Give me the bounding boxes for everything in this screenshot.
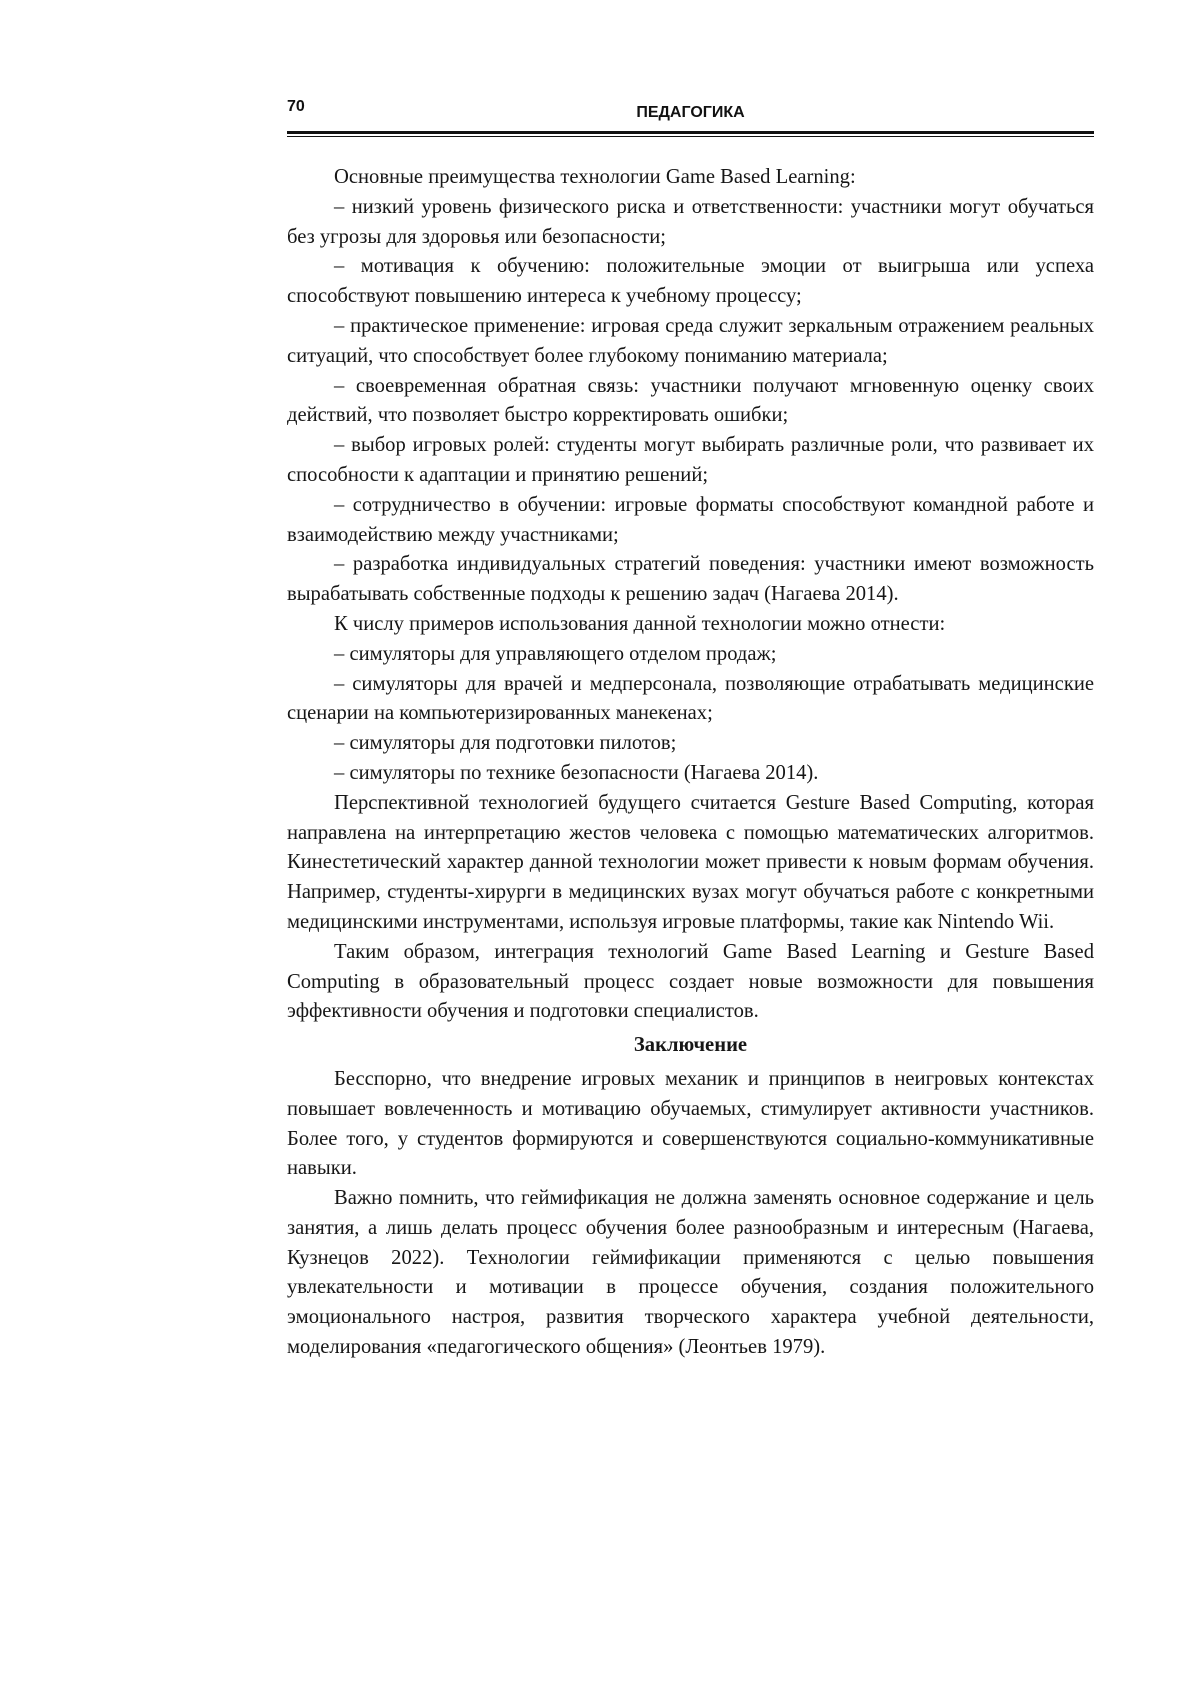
list-item-medical-simulators: – симуляторы для врачей и медперсонала, позволяющие отрабатывать медицинские сценарии на компьютеризированных манекенах; [287, 672, 1094, 725]
list-item-collaboration: – сотрудничество в обучении: игровые форматы способствуют командной работе и взаимодействию между участниками; [287, 493, 1094, 546]
paragraph-conclusion-2: Важно помнить, что геймификация не должна заменять основное содержание и цель занятия, а лишь делать процесс обучения более разнообразным и интересным (Нагаева, Кузнецов 2022). Технологии геймификации применяются с целью повышения увлекательности и мотивации в процессе обучения, создания положительного эмоционального настроя, развития творческого характера учебной деятельности, моделирования «педагогического общения» (Леонтьев 1979). [287, 1187, 1094, 1359]
paragraph-gesture-computing: Перспективной технологией будущего считается Gesture Based Computing, которая направлена на интерпретацию жестов человека с помощью математических алгоритмов. Кинестетический характер данной технологии может привести к новым формам обучения. Например, студенты-хирурги в медицинских вузах могут обучаться работе с конкретными медицинскими инструментами, используя игровые платформы, такие как Nintendo Wii. [287, 791, 1094, 933]
list-item-strategies: – разработка индивидуальных стратегий поведения: участники имеют возможность вырабатывать собственные подходы к решению задач (Нагаева 2014). [287, 553, 1094, 606]
conclusion-heading: Заключение [633, 1034, 748, 1057]
list-item-safety-simulators: – симуляторы по технике безопасности (Нагаева 2014). [334, 761, 819, 784]
paragraph-conclusion-1: Бесспорно, что внедрение игровых механик и принципов в неигровых контекстах повышает вовлеченность и мотивацию обучаемых, стимулирует активности участников. Более того, у студентов формируются и совершенствуются социально-коммуникативные навыки. [287, 1067, 1094, 1180]
list-item-motivation: – мотивация к обучению: положительные эмоции от выигрыша или успеха способствуют повышению интереса к учебному процессу; [287, 255, 1094, 308]
paragraph-examples-intro: К числу примеров использования данной технологии можно отнести: [334, 612, 946, 635]
list-item-sales-simulators: – симуляторы для управляющего отделом продаж; [334, 642, 777, 665]
paragraph-summary: Таким образом, интеграция технологий Game Based Learning и Gesture Based Computing в образовательный процесс создает новые возможности для повышения эффективности обучения и подготовки специалистов. [287, 940, 1094, 1023]
list-item-practical-application: – практическое применение: игровая среда служит зеркальным отражением реальных ситуаций, что способствует более глубокому пониманию материала; [287, 314, 1094, 367]
list-item-feedback: – своевременная обратная связь: участники получают мгновенную оценку своих действий, что позволяет быстро корректировать ошибки; [287, 374, 1094, 427]
header-rule-thick [287, 131, 1094, 134]
running-header [287, 96, 1094, 126]
section-title: ПЕДАГОГИКА [636, 104, 745, 121]
page-number: 70 [287, 98, 305, 115]
header-rule-thin [287, 136, 1094, 137]
list-item-game-roles: – выбор игровых ролей: студенты могут выбирать различные роли, что развивает их способности к адаптации и принятию решений; [287, 434, 1094, 486]
list-item-low-risk: – низкий уровень физического риска и ответственности: участники могут обучаться без угрозы для здоровья или безопасности; [287, 195, 1094, 248]
paragraph-advantages-intro: Основные преимущества технологии Game Based Learning: [334, 166, 856, 188]
body-text [287, 163, 1094, 1363]
list-item-pilot-simulators: – симуляторы для подготовки пилотов; [334, 732, 677, 755]
